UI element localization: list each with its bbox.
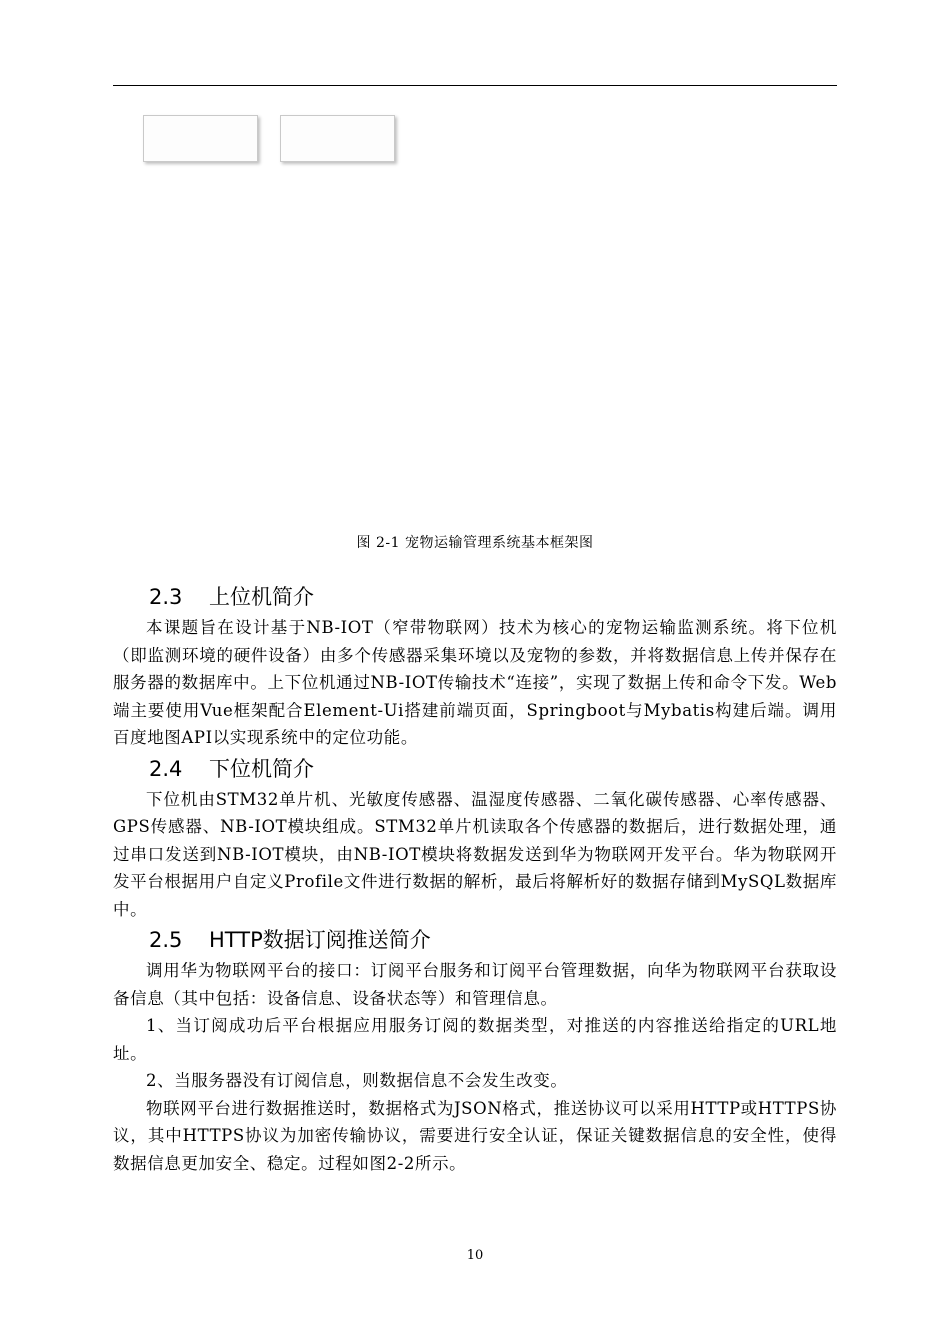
figure-caption: 图 2-1 宠物运输管理系统基本框架图 bbox=[356, 535, 594, 551]
section-number: 2.5 bbox=[149, 928, 183, 952]
section-heading bbox=[113, 580, 837, 614]
section-number: 2.3 bbox=[149, 585, 183, 609]
section-title: HTTP数据订阅推送简介 bbox=[209, 928, 431, 952]
section-heading bbox=[113, 923, 837, 957]
paragraph: 1、当订阅成功后平台根据应用服务订阅的数据类型，对推送的内容推送给指定的URL地址。 bbox=[113, 1016, 837, 1063]
paragraph: 物联网平台进行数据推送时，数据格式为JSON格式，推送协议可以采用HTTP或HTTPS协议，其中HTTPS协议为加密传输协议，需要进行安全认证，保证关键数据信息的安全性，使得数据信息更加安全、稳定。过程如图2-2所示。 bbox=[113, 1098, 837, 1173]
body-content bbox=[113, 580, 837, 1177]
diagram-box bbox=[280, 115, 395, 162]
paragraph: 2、当服务器没有订阅信息，则数据信息不会发生改变。 bbox=[146, 1071, 568, 1090]
page-number: 10 bbox=[466, 1248, 484, 1263]
paragraph: 调用华为物联网平台的接口：订阅平台服务和订阅平台管理数据，向华为物联网平台获取设备信息（其中包括：设备信息、设备状态等）和管理信息。 bbox=[113, 961, 837, 1008]
paragraph: 本课题旨在设计基于NB-IOT（窄带物联网）技术为核心的宠物运输监测系统。将下位机（即监测环境的硬件设备）由多个传感器采集环境以及宠物的参数，并将数据信息上传并保存在服务器的数据库中。上下位机通过NB-IOT传输技术“连接”，实现了数据上传和命令下发。Web端主要使用Vue框架配合Element-Ui搭建前端页面，Springboot与Mybatis构建后端。调用百度地图API以实现系统中的定位功能。 bbox=[113, 618, 837, 747]
section-heading bbox=[113, 752, 837, 786]
section-title: 上位机简介 bbox=[209, 585, 314, 609]
diagram-box bbox=[143, 115, 258, 162]
section-title: 下位机简介 bbox=[209, 756, 314, 781]
paragraph: 下位机由STM32单片机、光敏度传感器、温湿度传感器、二氧化碳传感器、心率传感器、GPS传感器、NB-IOT模块组成。STM32单片机读取各个传感器的数据后，进行数据处理，通过串口发送到NB-IOT模块，由NB-IOT模块将数据发送到华为物联网开发平台。华为物联网开发平台根据用户自定义Profile文件进行数据的解析，最后将解析好的数据存储到MySQL数据库中。 bbox=[113, 789, 837, 919]
figure-2-1-diagram bbox=[113, 100, 837, 520]
header-rule bbox=[113, 85, 837, 86]
section-number: 2.4 bbox=[149, 756, 183, 781]
